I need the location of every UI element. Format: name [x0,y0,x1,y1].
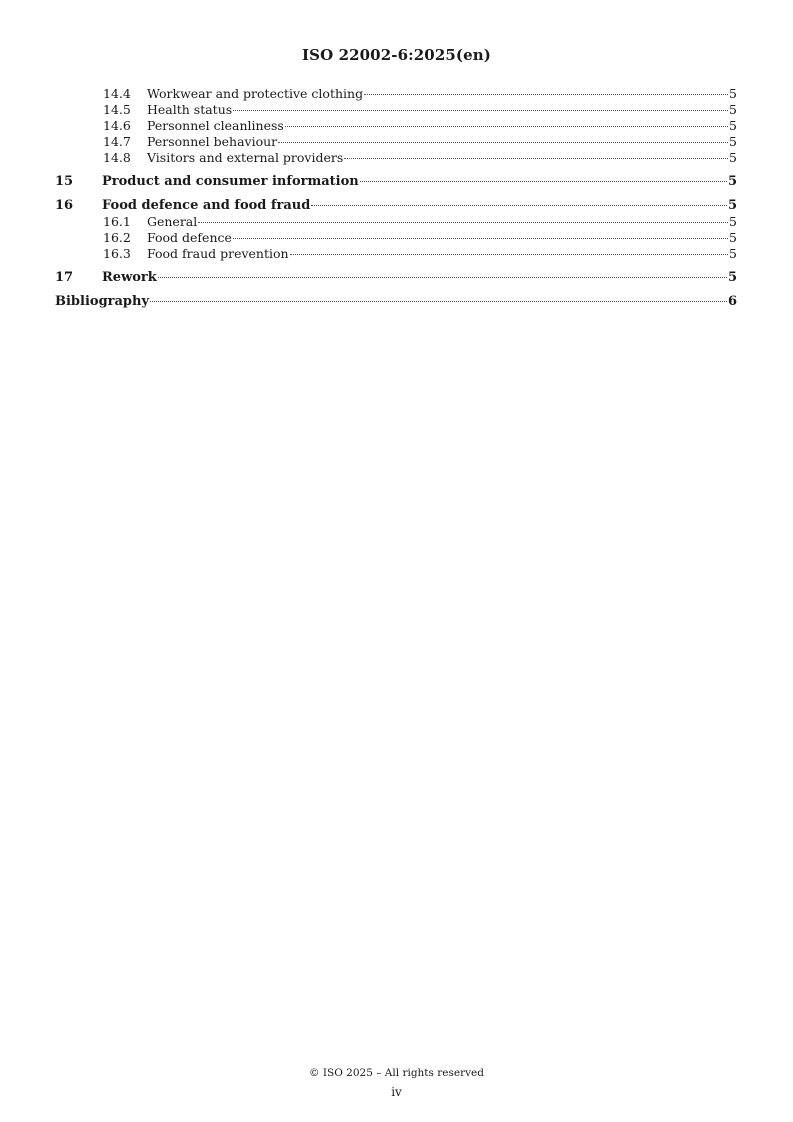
toc-entry-page: 5 [729,86,737,101]
toc-entry-title: Personnel behaviour [147,134,278,149]
toc-entry-page: 5 [727,174,737,189]
toc-entry-number: 15 [55,174,74,189]
dot-leader [158,277,727,278]
dot-leader [360,181,727,182]
dot-leader [344,158,728,159]
toc-entry-14-7[interactable] [55,134,737,150]
toc-entry-page: 5 [729,150,737,165]
toc-entry-number: 16.3 [103,246,131,261]
dot-leader [311,205,727,206]
dot-leader [278,142,728,143]
toc-entry-14-4[interactable] [55,86,737,102]
dot-leader [233,110,728,111]
copyright-notice: © ISO 2025 – All rights reserved [309,1067,484,1079]
toc-entry-title: General [147,214,198,229]
toc-entry-page: 5 [729,246,737,261]
toc-entry-17[interactable] [55,270,737,286]
dot-leader [198,222,728,223]
table-of-contents [55,86,737,310]
toc-entry-16[interactable] [55,198,737,214]
page-number: iv [391,1085,402,1099]
toc-entry-title: Bibliography [55,294,150,309]
toc-entry-number: 14.4 [103,86,131,101]
toc-entry-16-3[interactable] [55,246,737,262]
toc-entry-title: Food defence and food fraud [102,198,311,213]
toc-entry-title: Rework [102,270,157,285]
toc-entry-bibliography[interactable] [55,294,737,310]
toc-entry-16-2[interactable] [55,230,737,246]
toc-entry-title: Food defence [147,230,232,245]
toc-entry-number: 14.5 [103,102,131,117]
toc-entry-14-5[interactable] [55,102,737,118]
toc-entry-number: 16 [55,198,74,213]
dot-leader [233,238,728,239]
toc-entry-title: Health status [147,102,233,117]
toc-entry-page: 5 [729,118,737,133]
toc-entry-page: 5 [729,230,737,245]
dot-leader [285,126,728,127]
toc-entry-page: 5 [729,134,737,149]
toc-entry-number: 14.6 [103,118,131,133]
toc-entry-page: 6 [727,294,737,309]
toc-entry-title: Visitors and external providers [147,150,344,165]
toc-entry-page: 5 [729,214,737,229]
dot-leader [364,94,728,95]
toc-entry-number: 14.8 [103,150,131,165]
toc-entry-title: Workwear and protective clothing [147,86,364,101]
toc-entry-16-1[interactable] [55,214,737,230]
toc-entry-number: 17 [55,270,74,285]
toc-entry-number: 14.7 [103,134,131,149]
toc-entry-page: 5 [729,102,737,117]
toc-entry-number: 16.1 [103,214,131,229]
toc-entry-page: 5 [727,270,737,285]
dot-leader [290,254,728,255]
toc-entry-number: 16.2 [103,230,131,245]
toc-entry-title: Personnel cleanliness [147,118,284,133]
toc-entry-title: Product and consumer information [102,174,359,189]
toc-entry-title: Food fraud prevention [147,246,289,261]
document-header: ISO 22002-6:2025(en) [302,46,491,64]
toc-entry-15[interactable] [55,174,737,190]
toc-entry-page: 5 [727,198,737,213]
toc-entry-14-8[interactable] [55,150,737,166]
toc-entry-14-6[interactable] [55,118,737,134]
dot-leader [150,301,727,302]
